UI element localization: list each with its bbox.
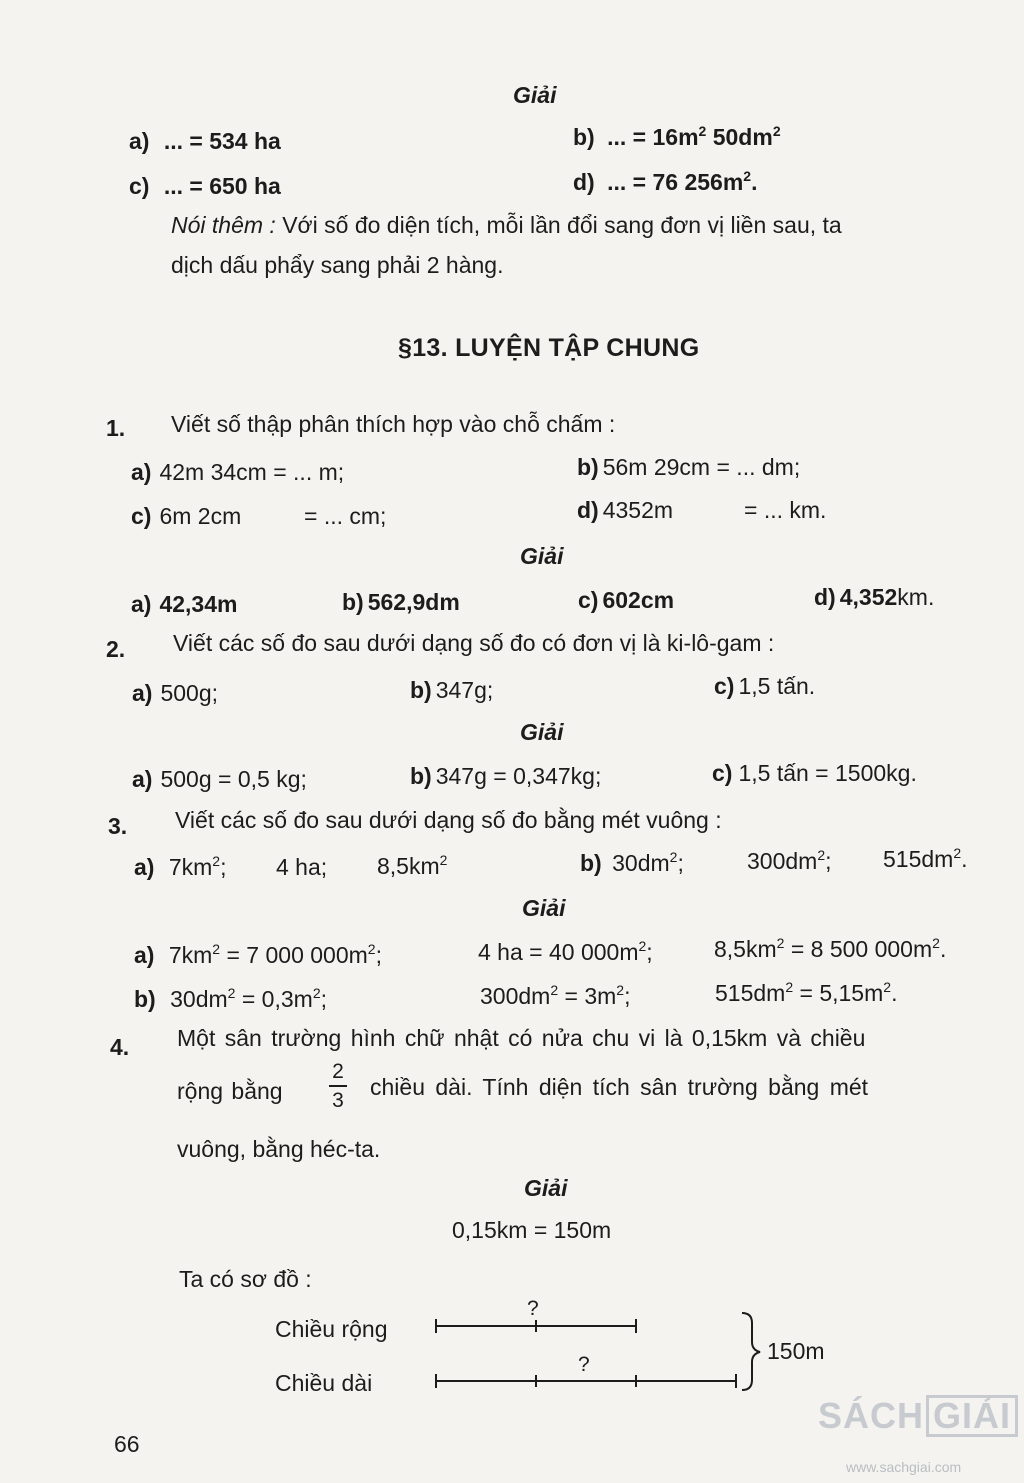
ex3-item-b2: $300dm^2$; xyxy=(747,847,832,874)
ex4-solution-heading: Giải xyxy=(524,1175,568,1201)
ex1-item-c-blank: = ... cm; xyxy=(304,503,387,529)
ex2-number: 2. xyxy=(106,636,126,662)
answer-c: c) ... = 650 ha xyxy=(129,173,281,199)
ex3-prompt: Viết các số đo sau dưới dạng số đo bằng mét vuông : xyxy=(175,807,722,833)
ex2-answer-b: b) 347g = 0,347kg; xyxy=(410,763,602,789)
ex1-answer-c: c) 602cm xyxy=(578,587,675,613)
page-number: 66 xyxy=(114,1431,140,1457)
ex3-answer-a3: $8,5km^2 = 8$ 500 $000m^2$. xyxy=(714,935,947,962)
ex2-answer-a: a) 500g = 0,5 kg; xyxy=(132,766,307,792)
ex2-prompt: Viết các số đo sau dưới dạng số đo có đơn vị là ki-lô-gam : xyxy=(173,630,775,656)
ex1-item-c: c) 6m 2cm xyxy=(131,503,242,529)
ex3-answer-b1: b) $30dm^2 = 0,3m^2$; xyxy=(134,985,327,1012)
width-question-mark: ? xyxy=(527,1297,539,1320)
note-line-1: Nói thêm : Với số đo diện tích, mỗi lần đổi sang đơn vị liền sau, ta xyxy=(171,212,842,238)
ex4-line-2-pre: rộng bằng xyxy=(177,1078,283,1104)
ex2-solution-heading: Giải xyxy=(520,719,564,745)
width-label: Chiều rộng xyxy=(275,1316,388,1342)
note-line-2: dịch dấu phẩy sang phải 2 hàng. xyxy=(171,252,504,278)
ex2-item-a: a) 500g; xyxy=(132,680,219,706)
ex1-item-d: d) 4352m xyxy=(577,497,674,523)
ex3-item-b3: $515dm^2$. xyxy=(883,845,968,872)
ex3-item-a2: 4 ha; xyxy=(276,854,328,880)
length-label: Chiều dài xyxy=(275,1370,373,1396)
answer-a: a) ... = 534 ha xyxy=(129,128,281,154)
ex3-item-a: a) $7km^2$; xyxy=(134,853,227,880)
ex3-item-a3: $8,5km^2$ xyxy=(377,852,448,879)
ex4-conversion: 0,15km = 150m xyxy=(452,1217,612,1243)
ex3-solution-heading: Giải xyxy=(522,895,566,921)
ex2-item-c: c) 1,5 tấn. xyxy=(714,673,816,699)
watermark-url: www.sachgiai.com xyxy=(846,1459,962,1475)
ex1-answer-b: b) 562,9dm xyxy=(342,589,460,615)
ex4-line-1: Một sân trường hình chữ nhật có nửa chu vi là 0,15km và chiều xyxy=(177,1025,866,1051)
ex3-answer-b3: $515dm^2 = 5,15m^2$. xyxy=(715,979,898,1006)
ex1-item-d-blank: = ... km. xyxy=(744,497,827,523)
ex1-item-b: b) 56m 29cm = ... dm; xyxy=(577,454,801,480)
ex1-prompt: Viết số thập phân thích hợp vào chỗ chấm : xyxy=(171,411,616,437)
ex1-solution-heading: Giải xyxy=(520,543,564,569)
solution-heading: Giải xyxy=(513,82,557,108)
ex3-number: 3. xyxy=(108,813,128,839)
ex3-answer-a2: 4 ha = 40 $000m^2$; xyxy=(478,938,653,965)
ex3-item-b: b) $30dm^2$; xyxy=(580,849,684,876)
ex1-answer-a: a) 42,34m xyxy=(131,591,238,617)
ex1-number: 1. xyxy=(106,415,126,441)
total-label: 150m xyxy=(767,1338,825,1364)
diagram-intro: Ta có sơ đồ : xyxy=(179,1266,312,1292)
ex2-answer-c: c) 1,5 tấn = 1500kg. xyxy=(712,760,917,786)
section-title: §13. LUYỆN TẬP CHUNG xyxy=(398,334,700,362)
length-question-mark: ? xyxy=(578,1353,590,1376)
ex4-number: 4. xyxy=(110,1034,130,1060)
answer-d: d) ... = 76 $256m^2$. xyxy=(573,168,758,195)
ex2-item-b: b) 347g; xyxy=(410,677,494,703)
ex1-item-a: a) 42m 34cm = ... m; xyxy=(131,459,345,485)
fraction-denominator: 3 xyxy=(332,1089,344,1112)
ex4-line-3: vuông, bằng héc-ta. xyxy=(177,1136,381,1162)
ex1-answer-d: d) 4,352km. xyxy=(814,584,935,610)
fraction-numerator: 2 xyxy=(332,1060,344,1083)
watermark-logo: SÁCH GIẢI xyxy=(818,1395,1018,1437)
ex4-line-2-post: chiều dài. Tính diện tích sân trường bằng mét xyxy=(370,1074,869,1100)
ex3-answer-b2: $300dm^2 = 3m^2$; xyxy=(480,982,631,1009)
answer-b: b) ... = $16m^2$ $50dm^2$ xyxy=(573,123,781,150)
total-brace xyxy=(742,1313,760,1390)
ex3-answer-a1: a) $7km^2 = 7$ 000 $000m^2$; xyxy=(134,941,382,968)
